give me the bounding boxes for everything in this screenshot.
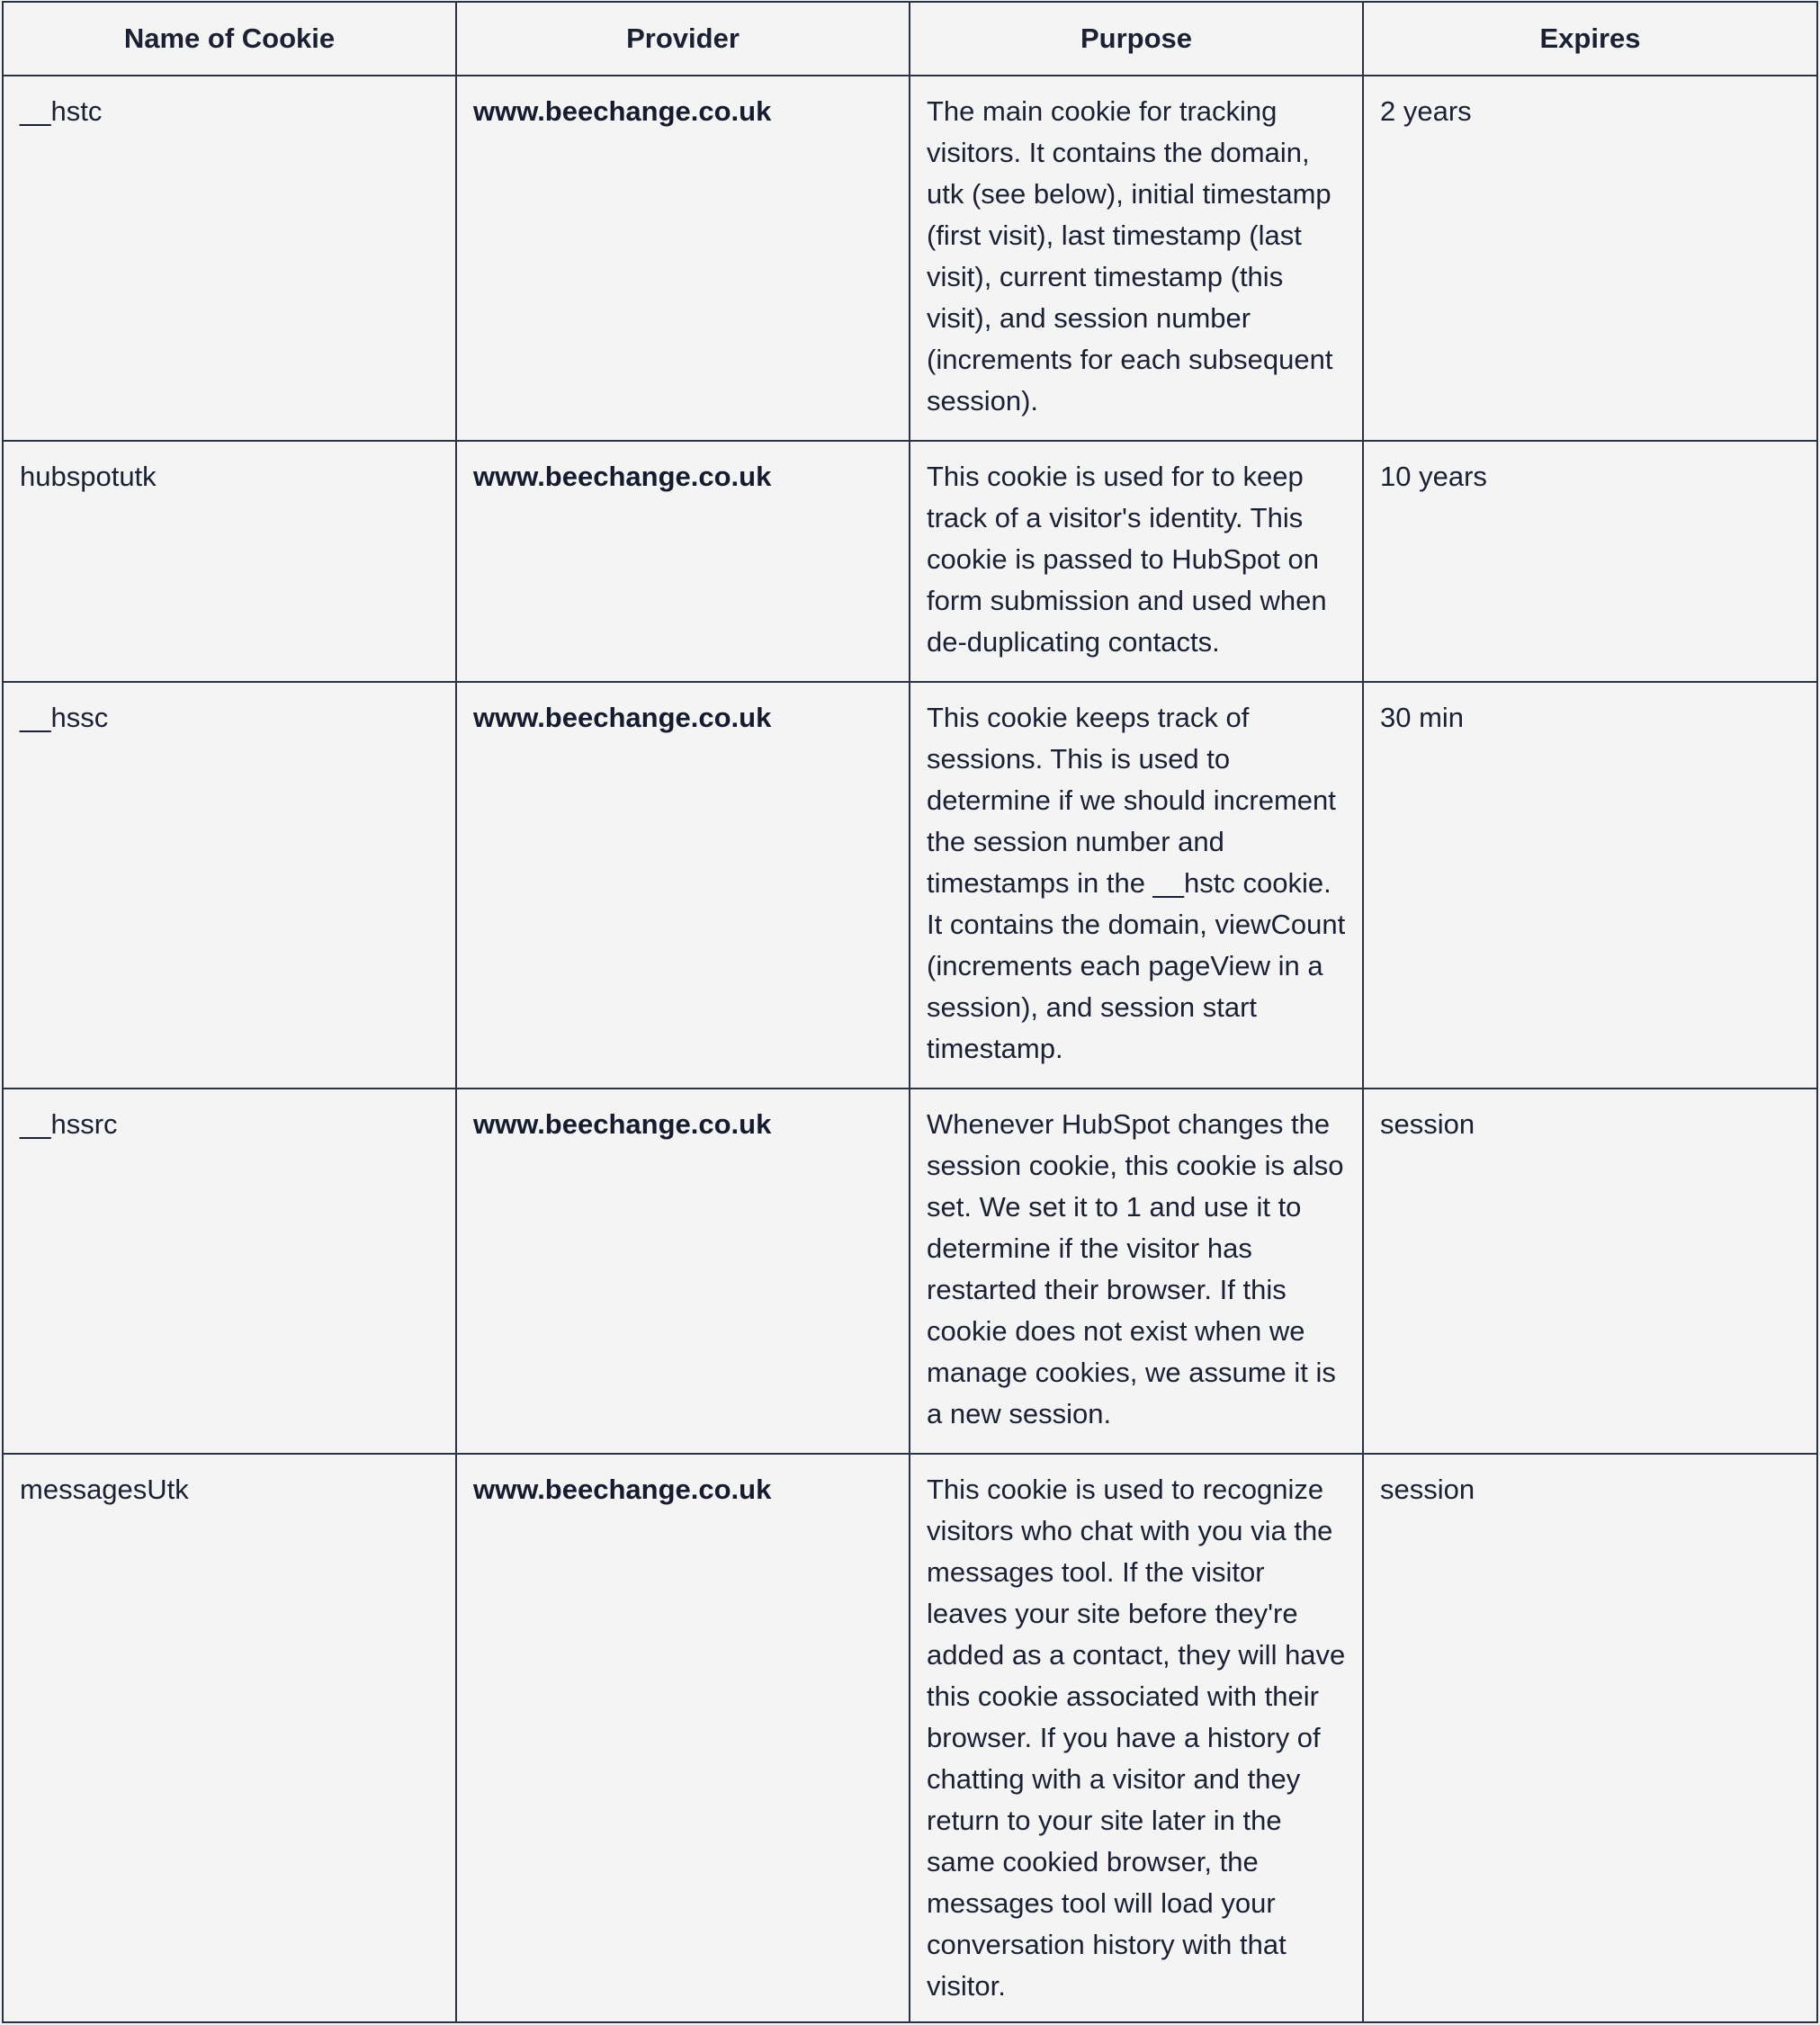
expires-cell: session bbox=[1363, 1089, 1817, 1454]
expires-cell: session bbox=[1363, 1454, 1817, 2022]
table-row bbox=[3, 1089, 1817, 1454]
purpose-cell: The main cookie for tracking visitors. It contains the domain, utk (see below), initial timestamp (first visit), last timestamp (last visit), current timestamp (this visit), and session number (increments for each subsequent session). bbox=[910, 76, 1363, 441]
provider-cell: www.beechange.co.uk bbox=[456, 682, 910, 1089]
table-row bbox=[3, 441, 1817, 682]
purpose-cell: This cookie is used for to keep track of a visitor's identity. This cookie is passed to HubSpot on form submission and used when de-duplicating contacts. bbox=[910, 441, 1363, 682]
purpose-cell: This cookie is used to recognize visitors who chat with you via the messages tool. If the visitor leaves your site before they're added as a contact, they will have this cookie associated with their browser. If you have a history of chatting with a visitor and they return to your site later in the same cookied browser, the messages tool will load your conversation history with that visitor. bbox=[910, 1454, 1363, 2022]
cookie-name-cell: hubspotutk bbox=[3, 441, 456, 682]
table-row bbox=[3, 682, 1817, 1089]
expires-cell: 30 min bbox=[1363, 682, 1817, 1089]
provider-cell: www.beechange.co.uk bbox=[456, 1454, 910, 2022]
expires-cell: 2 years bbox=[1363, 76, 1817, 441]
cookie-name-cell: messagesUtk bbox=[3, 1454, 456, 2022]
column-header-provider: Provider bbox=[456, 2, 910, 76]
table-header-row bbox=[3, 2, 1817, 76]
cookie-name-cell: __hstc bbox=[3, 76, 456, 441]
table-row bbox=[3, 76, 1817, 441]
table-row bbox=[3, 1454, 1817, 2022]
provider-cell: www.beechange.co.uk bbox=[456, 441, 910, 682]
cookie-name-cell: __hssc bbox=[3, 682, 456, 1089]
column-header-name: Name of Cookie bbox=[3, 2, 456, 76]
purpose-cell: This cookie keeps track of sessions. This is used to determine if we should increment the session number and timestamps in the __hstc cookie. It contains the domain, viewCount (increments each pageView in a session), and session start timestamp. bbox=[910, 682, 1363, 1089]
cookie-name-cell: __hssrc bbox=[3, 1089, 456, 1454]
cookie-table bbox=[2, 1, 1818, 2023]
column-header-purpose: Purpose bbox=[910, 2, 1363, 76]
provider-cell: www.beechange.co.uk bbox=[456, 76, 910, 441]
purpose-cell: Whenever HubSpot changes the session cookie, this cookie is also set. We set it to 1 and use it to determine if the visitor has restarted their browser. If this cookie does not exist when we manage cookies, we assume it is a new session. bbox=[910, 1089, 1363, 1454]
provider-cell: www.beechange.co.uk bbox=[456, 1089, 910, 1454]
expires-cell: 10 years bbox=[1363, 441, 1817, 682]
column-header-expires: Expires bbox=[1363, 2, 1817, 76]
